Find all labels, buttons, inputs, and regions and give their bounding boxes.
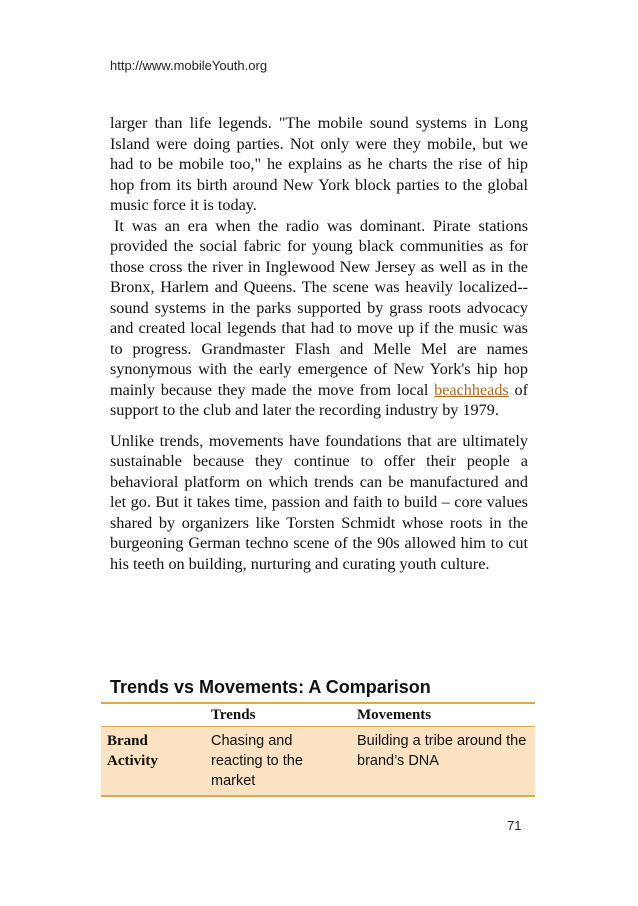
body-text — [110, 113, 528, 574]
table-header-row — [101, 703, 535, 727]
table-header-trends: Trends — [205, 703, 351, 727]
comparison-table — [101, 702, 535, 797]
paragraph-2-tail: of support to the club and later the recording industry by 1979. — [110, 380, 529, 419]
paragraph-2 — [110, 216, 528, 421]
row-label-brand-activity: Brand Activity — [101, 727, 205, 797]
table-row — [101, 727, 535, 797]
cell-movements: Building a tribe around the brand’s DNA — [351, 727, 535, 797]
table-header-empty — [101, 703, 205, 727]
section-title: Trends vs Movements: A Comparison — [110, 677, 431, 697]
paragraph-1: larger than life legends. "The mobile sound systems in Long Island were doing parties. Not only were they mobile, but we had to be mobile too," he explains as he charts the rise of hip hop from its birth around New York block parties to the global music force it is today. — [110, 114, 528, 214]
beachheads-link[interactable]: beachheads — [434, 380, 509, 399]
header-url[interactable]: http://www.mobileYouth.org — [110, 58, 268, 73]
table-header-movements: Movements — [351, 703, 535, 727]
paragraph-2-text: It was an era when the radio was dominant. Pirate stations provided the social fabric for young black communities as for those cross the river in Inglewood New Jersey as well as in the Bronx, Harlem and Queens. The scene was heavily localized--sound systems in the parks supported by grass roots advocacy and created local legends that had to move up if the music was to progress. Grandmaster Flash and Melle Mel are names synonymous with the early emergence of New York's hip hop mainly because they made the move from local — [110, 216, 528, 399]
cell-trends: Chasing and reacting to the market — [205, 727, 351, 797]
paragraph-3: Unlike trends, movements have foundations that are ultimately sustainable because they continue to offer their people a behavioral platform on which trends can be manufactured and let go. But it takes time, passion and faith to build – core values shared by organizers like Torsten Schmidt whose roots in the burgeoning German techno scene of the 90s allowed him to cut his teeth on building, nurturing and curating youth culture. — [110, 431, 528, 573]
page-number: 71 — [507, 818, 522, 833]
